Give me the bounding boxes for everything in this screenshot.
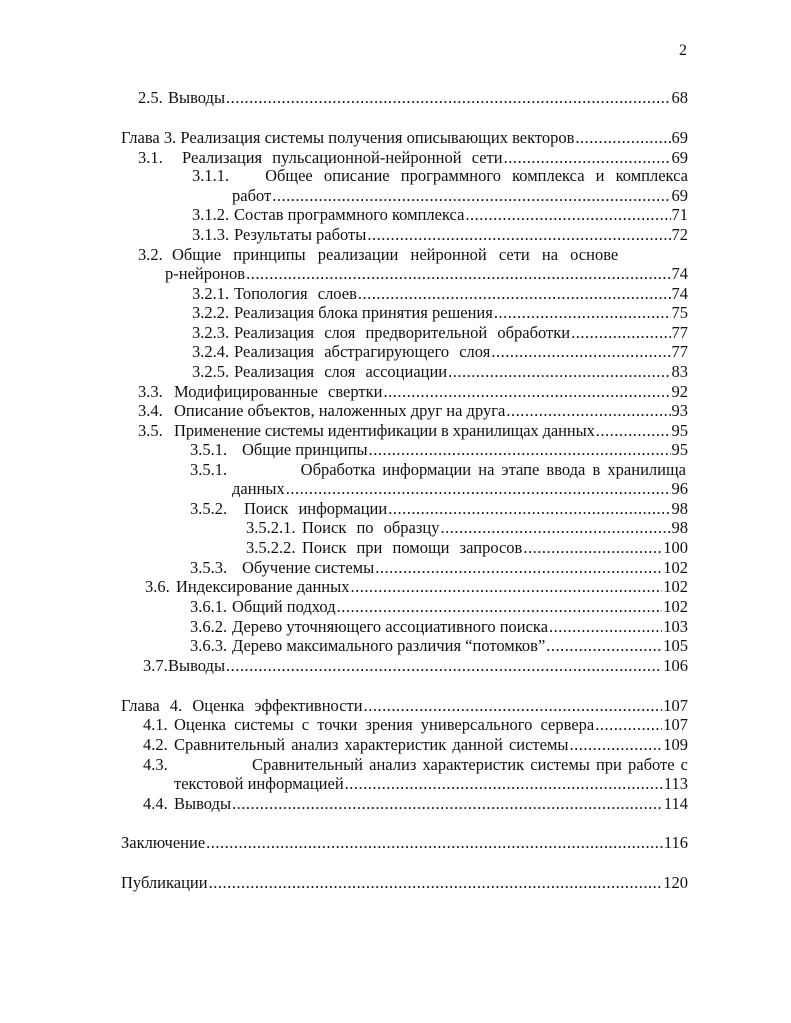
toc-number: 4.4.: [143, 794, 168, 813]
toc-title: Сравнительный анализ характеристик системы при работе с: [251, 755, 688, 774]
dot-leader: [226, 656, 662, 676]
toc-entry: [192, 303, 688, 323]
toc-page: 69: [671, 128, 688, 147]
toc-title: Состав программного комплекса: [234, 205, 465, 224]
toc-title: Выводы: [174, 794, 232, 813]
toc-page: 102: [663, 577, 688, 596]
toc-entry: [246, 518, 688, 538]
toc-page: 71: [671, 205, 688, 224]
toc-chapter: [121, 696, 688, 716]
dot-leader: [506, 401, 670, 421]
dot-leader: [337, 597, 663, 617]
dot-leader: [595, 715, 662, 735]
toc-page: 114: [663, 794, 688, 813]
toc-title: Применение системы идентификации в хранилищах данных: [174, 421, 595, 440]
toc-page: 74: [671, 284, 688, 303]
dot-leader: [358, 284, 671, 304]
toc-number: 3.5.1.: [190, 460, 228, 479]
toc-entry-continuation: [174, 774, 688, 794]
toc-entry: [145, 577, 688, 597]
dot-leader: [226, 88, 670, 108]
toc-title: Выводы: [168, 88, 226, 107]
toc-page: 107: [663, 696, 688, 715]
dot-leader: [494, 303, 671, 323]
dot-leader: [575, 128, 670, 148]
dot-leader: [209, 873, 663, 893]
dot-leader: [272, 186, 670, 206]
toc-page: 74: [671, 264, 688, 283]
toc-number: 3.1.2.: [192, 205, 230, 224]
toc-page: 120: [663, 873, 688, 892]
toc-entry: [138, 148, 688, 168]
toc-number: 3.5.2.2.: [246, 538, 296, 557]
dot-leader: [549, 617, 662, 637]
dot-leader: [596, 421, 671, 441]
dot-leader: [232, 794, 663, 814]
toc-entry: [190, 460, 686, 480]
toc-page: 77: [671, 323, 688, 342]
toc-number: 3.5.2.1.: [246, 518, 296, 537]
toc-title: Реализация слоя предворительной обработки: [234, 323, 571, 342]
toc-chapter: [121, 833, 688, 853]
toc-title: Реализация блока принятия решения: [234, 303, 493, 322]
toc-number: 3.6.2.: [190, 617, 228, 636]
toc-page: 103: [663, 617, 688, 636]
toc-page: 116: [663, 833, 688, 852]
toc-entry: [190, 499, 688, 519]
toc-entry: [192, 362, 688, 382]
toc-title: работ: [232, 186, 272, 205]
toc-title: Сравнительный анализ характеристик данной системы: [174, 735, 569, 754]
toc-page: 83: [671, 362, 688, 381]
toc-title: Обучение системы: [242, 558, 375, 577]
toc-title: Поиск при помощи запросов: [302, 538, 523, 557]
dot-leader: [440, 518, 670, 538]
toc-number: 3.6.: [145, 577, 170, 596]
toc-page: 69: [671, 186, 688, 205]
toc-entry: [138, 401, 688, 421]
toc-entry: [143, 735, 688, 755]
toc-page: 96: [671, 479, 688, 498]
dot-leader: [345, 774, 663, 794]
dot-leader: [375, 558, 662, 578]
toc-title: Поиск по образцу: [302, 518, 440, 537]
toc-page: 105: [663, 636, 688, 655]
toc-entry: [246, 538, 688, 558]
toc-title: Глава 3. Реализация системы получения описывающих векторов: [121, 128, 575, 147]
dot-leader: [246, 264, 670, 284]
toc-title: Общие принципы: [242, 440, 368, 459]
toc-entry: [143, 794, 688, 814]
toc-page: 92: [671, 382, 688, 401]
toc-number: 3.2.1.: [192, 284, 230, 303]
toc-title: Обработка информации на этапе ввода в хранилища: [300, 460, 686, 479]
toc-title: Реализация пульсационной-нейронной сети: [182, 148, 503, 167]
dot-leader: [364, 696, 663, 716]
toc-entry: [190, 558, 688, 578]
toc-page: 102: [663, 597, 688, 616]
toc-number: 4.3.: [143, 755, 168, 774]
toc-entry: [143, 715, 688, 735]
toc-entry: [190, 617, 688, 637]
dot-leader: [504, 148, 671, 168]
toc-number: 3.5.3.: [190, 558, 228, 577]
dot-leader: [206, 833, 663, 853]
dot-leader: [350, 577, 662, 597]
toc-page: 107: [663, 715, 688, 734]
toc-number: 2.5.: [138, 88, 163, 107]
dot-leader: [523, 538, 662, 558]
toc-entry: [138, 245, 688, 265]
toc-entry: [190, 597, 688, 617]
toc-page: 95: [671, 421, 688, 440]
dot-leader: [448, 362, 670, 382]
toc-number: 3.2.5.: [192, 362, 230, 381]
toc-title: Результаты работы: [234, 225, 367, 244]
toc-number: 3.2.3.: [192, 323, 230, 342]
toc-title: Публикации: [121, 873, 208, 892]
dot-leader: [570, 735, 663, 755]
toc-title: Общий подход: [232, 597, 336, 616]
toc-entry: [192, 342, 688, 362]
toc-number: 4.2.: [143, 735, 168, 754]
toc-chapter: [121, 128, 688, 148]
toc-entry: [190, 440, 688, 460]
toc-entry: [192, 323, 688, 343]
toc-page: 68: [671, 88, 688, 107]
toc-title: Дерево уточняющего ассоциативного поиска: [232, 617, 549, 636]
toc-number: 3.1.3.: [192, 225, 230, 244]
toc-title: Индексирование данных: [176, 577, 350, 596]
toc-page: 95: [671, 440, 688, 459]
toc-title: Реализация абстрагирующего слоя: [234, 342, 491, 361]
toc-title: Поиск информации: [244, 499, 388, 518]
toc-number: 3.7.: [143, 656, 168, 675]
toc-page: 72: [671, 225, 688, 244]
toc-page: 113: [663, 774, 688, 793]
toc-page: 75: [671, 303, 688, 322]
dot-leader: [369, 440, 671, 460]
toc-entry: [192, 225, 688, 245]
toc-page: 77: [671, 342, 688, 361]
dot-leader: [383, 382, 670, 402]
toc-page: 100: [663, 538, 688, 557]
page-number: 2: [679, 42, 687, 59]
toc-page: 93: [671, 401, 688, 420]
toc-entry: [190, 636, 688, 656]
toc-number: 3.2.4.: [192, 342, 230, 361]
toc-entry: [138, 88, 688, 108]
toc-entry-continuation: [165, 264, 688, 284]
toc-title: данных: [232, 479, 285, 498]
toc-title: Дерево максимального различия “потомков”: [232, 636, 546, 655]
toc-entry-continuation: [232, 479, 688, 499]
toc-title: Оценка системы с точки зрения универсального сервера: [174, 715, 595, 734]
toc-number: 3.1.1.: [192, 166, 230, 185]
toc-number: 3.5.: [138, 421, 163, 440]
toc-title: Общее описание программного комплекса и комплекса: [265, 166, 688, 185]
toc-number: 3.2.2.: [192, 303, 230, 322]
toc-title: Выводы: [168, 656, 226, 675]
toc-page: 69: [671, 148, 688, 167]
toc-title: Заключение: [121, 833, 206, 852]
toc-chapter: [121, 873, 688, 893]
toc-number: 3.5.2.: [190, 499, 228, 518]
toc-number: 3.6.3.: [190, 636, 228, 655]
toc-title: Общие принципы реализации нейронной сети на основе: [172, 245, 619, 264]
toc-number: 4.1.: [143, 715, 168, 734]
toc-number: 3.3.: [138, 382, 163, 401]
toc-title: Топология слоев: [234, 284, 357, 303]
dot-leader: [571, 323, 670, 343]
toc-title: р-нейронов: [165, 264, 246, 283]
toc-page: 106: [663, 656, 688, 675]
dot-leader: [367, 225, 670, 245]
dot-leader: [388, 499, 670, 519]
toc-entry-continuation: [232, 186, 688, 206]
toc-title: Описание объектов, наложенных друг на друга: [174, 401, 506, 420]
toc-entry: [138, 382, 688, 402]
dot-leader: [465, 205, 670, 225]
toc-entry: [138, 421, 688, 441]
toc-page: 109: [663, 735, 688, 754]
toc-page: 98: [671, 518, 688, 537]
toc-entry: [192, 205, 688, 225]
toc-number: 3.1.: [138, 148, 163, 167]
toc-entry: [143, 656, 688, 676]
dot-leader: [491, 342, 670, 362]
toc-number: 3.4.: [138, 401, 163, 420]
toc-title: текстовой информацией: [174, 774, 344, 793]
toc-page: 98: [671, 499, 688, 518]
toc-number: 3.6.1.: [190, 597, 228, 616]
toc-title: Глава 4. Оценка эффективности: [121, 696, 363, 715]
toc-number: 3.2.: [138, 245, 163, 264]
toc-number: 3.5.1.: [190, 440, 228, 459]
toc-entry: [143, 755, 688, 775]
toc-title: Модифицированные свертки: [174, 382, 383, 401]
toc-page: 102: [663, 558, 688, 577]
toc-title: Реализация слоя ассоциации: [234, 362, 448, 381]
dot-leader: [546, 636, 662, 656]
toc-entry: [192, 166, 688, 186]
dot-leader: [286, 479, 671, 499]
toc-entry: [192, 284, 688, 304]
